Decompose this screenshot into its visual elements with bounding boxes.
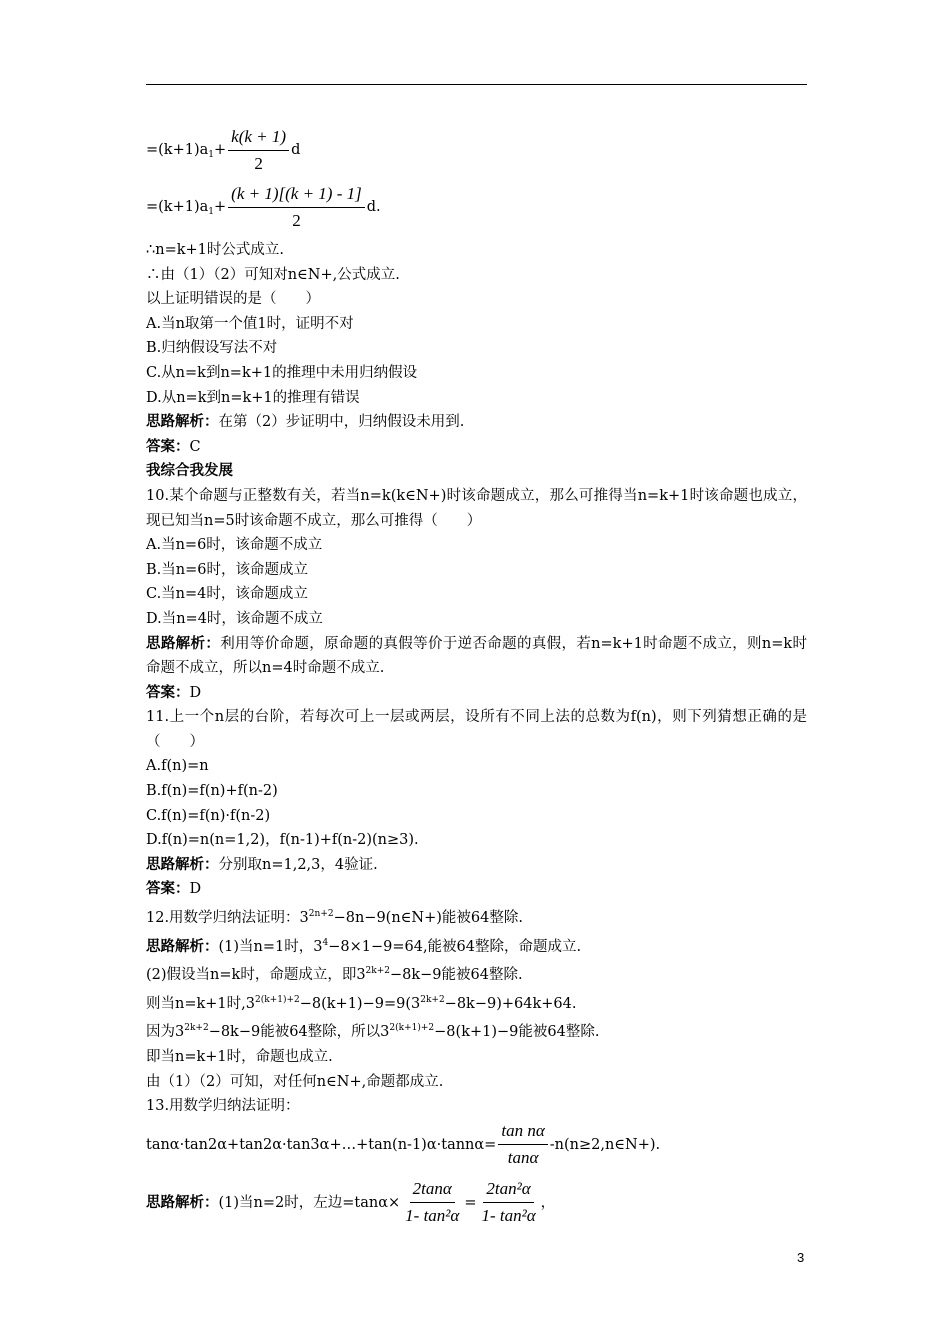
proof-text: −8(k+1)−9能被64整除. xyxy=(434,1024,600,1041)
option-a: A.f(n)=n xyxy=(146,758,209,775)
option-b: B.当n=6时，该命题成立 xyxy=(146,561,308,578)
hint-line xyxy=(146,632,807,681)
eq-text: + xyxy=(214,142,227,158)
hint-text: 在第（2）步证明中，归纳假设未用到. xyxy=(218,414,465,431)
option-d: D.f(n)=n(n=1,2)，f(n-1)+f(n-2)(n≥3). xyxy=(146,832,419,849)
proof-text: (2)假设当n=k时，命题成立，即3 xyxy=(146,967,366,984)
hint-label: 思路解析： xyxy=(146,413,219,431)
proof-line xyxy=(146,1016,807,1045)
fraction xyxy=(478,1178,538,1227)
section-heading: 我综合我发展 xyxy=(146,462,233,480)
proof-text: 则当n=k+1时,3 xyxy=(146,995,255,1012)
exponent: 4 xyxy=(322,937,329,948)
eq-subscript: 1 xyxy=(208,150,215,160)
answer-line xyxy=(146,877,807,902)
hint-label: 思路解析： xyxy=(146,937,219,955)
hint-label: 思路解析： xyxy=(146,1193,219,1211)
option-a: A.当n取第一个值1时，证明不对 xyxy=(146,315,354,332)
fraction-denominator: 2 xyxy=(254,153,263,173)
hint-line xyxy=(146,931,807,960)
page-body xyxy=(146,124,807,1229)
option-c: C.f(n)=f(n)·f(n-2) xyxy=(146,807,271,824)
hint-label: 思路解析： xyxy=(146,634,221,652)
eq-text: = xyxy=(464,1194,477,1211)
hint-text: −8×1−9=64,能被64整除，命题成立. xyxy=(328,938,582,955)
hint-text: 分别取n=1,2,3，4验证. xyxy=(218,856,378,873)
text-line: ∴由（1）（2）可知对n∈N+,公式成立. xyxy=(146,266,400,283)
eq-text: d. xyxy=(366,199,381,215)
equation-line-2 xyxy=(146,181,807,238)
answer-label: 答案： xyxy=(146,437,190,455)
fraction xyxy=(402,1178,462,1227)
answer-label: 答案： xyxy=(146,683,190,701)
answer-line xyxy=(146,681,807,706)
fraction-numerator: tan nα xyxy=(498,1120,547,1145)
question-stem: 以上证明错误的是（ ） xyxy=(146,291,320,308)
fraction xyxy=(498,1120,547,1169)
fraction-denominator: 2 xyxy=(292,210,301,230)
eq-subscript: 1 xyxy=(208,207,215,217)
proof-line xyxy=(146,959,807,988)
answer-label: 答案： xyxy=(146,880,190,898)
option-c: C.当n=4时，该命题成立 xyxy=(146,586,308,603)
proof-text: 因为3 xyxy=(146,1024,185,1041)
proof-text: −8k−9)+64k+64. xyxy=(444,995,577,1012)
option-a: A.当n=6时，该命题不成立 xyxy=(146,537,323,554)
fraction-numerator: k(k + 1) xyxy=(228,126,289,151)
fraction-denominator: 1- tan²α xyxy=(481,1206,536,1226)
fraction-denominator: tanα xyxy=(507,1148,539,1168)
option-b: B.归纳假设写法不对 xyxy=(146,340,278,357)
answer-value: C xyxy=(189,438,201,455)
exponent: 2k+2 xyxy=(365,966,390,977)
text-line: ∴n=k+1时公式成立. xyxy=(146,242,284,258)
proof-line: 由（1）（2）可知，对任何n∈N+,命题都成立. xyxy=(146,1073,444,1090)
option-b: B.f(n)=f(n)+f(n-2) xyxy=(146,783,278,800)
fraction xyxy=(228,183,365,232)
hint-text: (1)当n=2时，左边=tanα× xyxy=(218,1194,401,1211)
exponent: 2k+2 xyxy=(184,1023,209,1034)
answer-value: D xyxy=(189,684,202,701)
exponent: 2(k+1)+2 xyxy=(254,994,300,1005)
proof-text: −8(k+1)−9=9(3 xyxy=(299,995,421,1012)
exponent: 2k+2 xyxy=(420,994,445,1005)
equation-line-3 xyxy=(146,1119,807,1171)
hint-label: 思路解析： xyxy=(146,855,219,873)
proof-line: 即当n=k+1时，命题也成立. xyxy=(146,1049,333,1065)
question-11: 11.上一个n层的台阶，若每次可上一层或两层，设所有不同上法的总数为f(n)，则下列猜想正确的是（ ） xyxy=(146,709,807,750)
equation-line-1 xyxy=(146,124,807,181)
hint-line xyxy=(146,853,807,878)
option-d: D.从n=k到n=k+1的推理有错误 xyxy=(146,389,360,406)
eq-text: =(k+1)a xyxy=(146,142,209,158)
fraction-numerator: 2tan²α xyxy=(483,1178,533,1203)
fraction-numerator: 2tanα xyxy=(410,1178,455,1203)
page-number: 3 xyxy=(797,1250,805,1265)
exponent: 2n+2 xyxy=(308,909,334,920)
hint-line xyxy=(146,1177,807,1229)
option-c: C.从n=k到n=k+1的推理中未用归纳假设 xyxy=(146,364,418,381)
question-10: 10.某个命题与正整数有关，若当n=k(k∈N+)时该命题成立，那么可推得当n=k+1时该命题也成立，现已知当n=5时该命题不成立，那么可推得（ ） xyxy=(146,487,807,529)
eq-text: =(k+1)a xyxy=(146,199,209,215)
header-rule xyxy=(146,84,807,85)
answer-line xyxy=(146,435,807,460)
proof-text: −8k−9能被64整除，所以3 xyxy=(208,1024,390,1041)
eq-text: d xyxy=(291,142,301,158)
fraction xyxy=(228,126,289,175)
eq-text: ， xyxy=(540,1194,556,1211)
proof-text: −8k−9能被64整除. xyxy=(390,967,523,984)
fraction-numerator: (k + 1)[(k + 1) - 1] xyxy=(228,183,365,208)
fraction-denominator: 1- tan²α xyxy=(405,1206,460,1226)
q12-text: −8n−9(n∈N+)能被64整除. xyxy=(333,910,523,927)
proof-line xyxy=(146,988,807,1017)
hint-line xyxy=(146,410,807,435)
hint-text: (1)当n=1时，3 xyxy=(218,938,323,955)
hint-text: 利用等价命题，原命题的真假等价于逆否命题的真假，若n=k+1时命题不成立，则n=k时命题不成立，所以n=4时命题不成立. xyxy=(146,635,808,677)
eq-text: + xyxy=(214,199,227,215)
eq-text: tanα·tan2α+tan2α·tan3α+…+tan(n-1)α·tannα= xyxy=(146,1136,497,1153)
question-12 xyxy=(146,902,807,931)
option-d: D.当n=4时，该命题不成立 xyxy=(146,610,323,627)
answer-value: D xyxy=(189,881,202,898)
exponent: 2(k+1)+2 xyxy=(389,1023,435,1034)
q12-text: 12.用数学归纳法证明：3 xyxy=(146,910,309,927)
question-13: 13.用数学归纳法证明： xyxy=(146,1098,300,1115)
eq-text: -n(n≥2,n∈N+). xyxy=(549,1136,661,1153)
